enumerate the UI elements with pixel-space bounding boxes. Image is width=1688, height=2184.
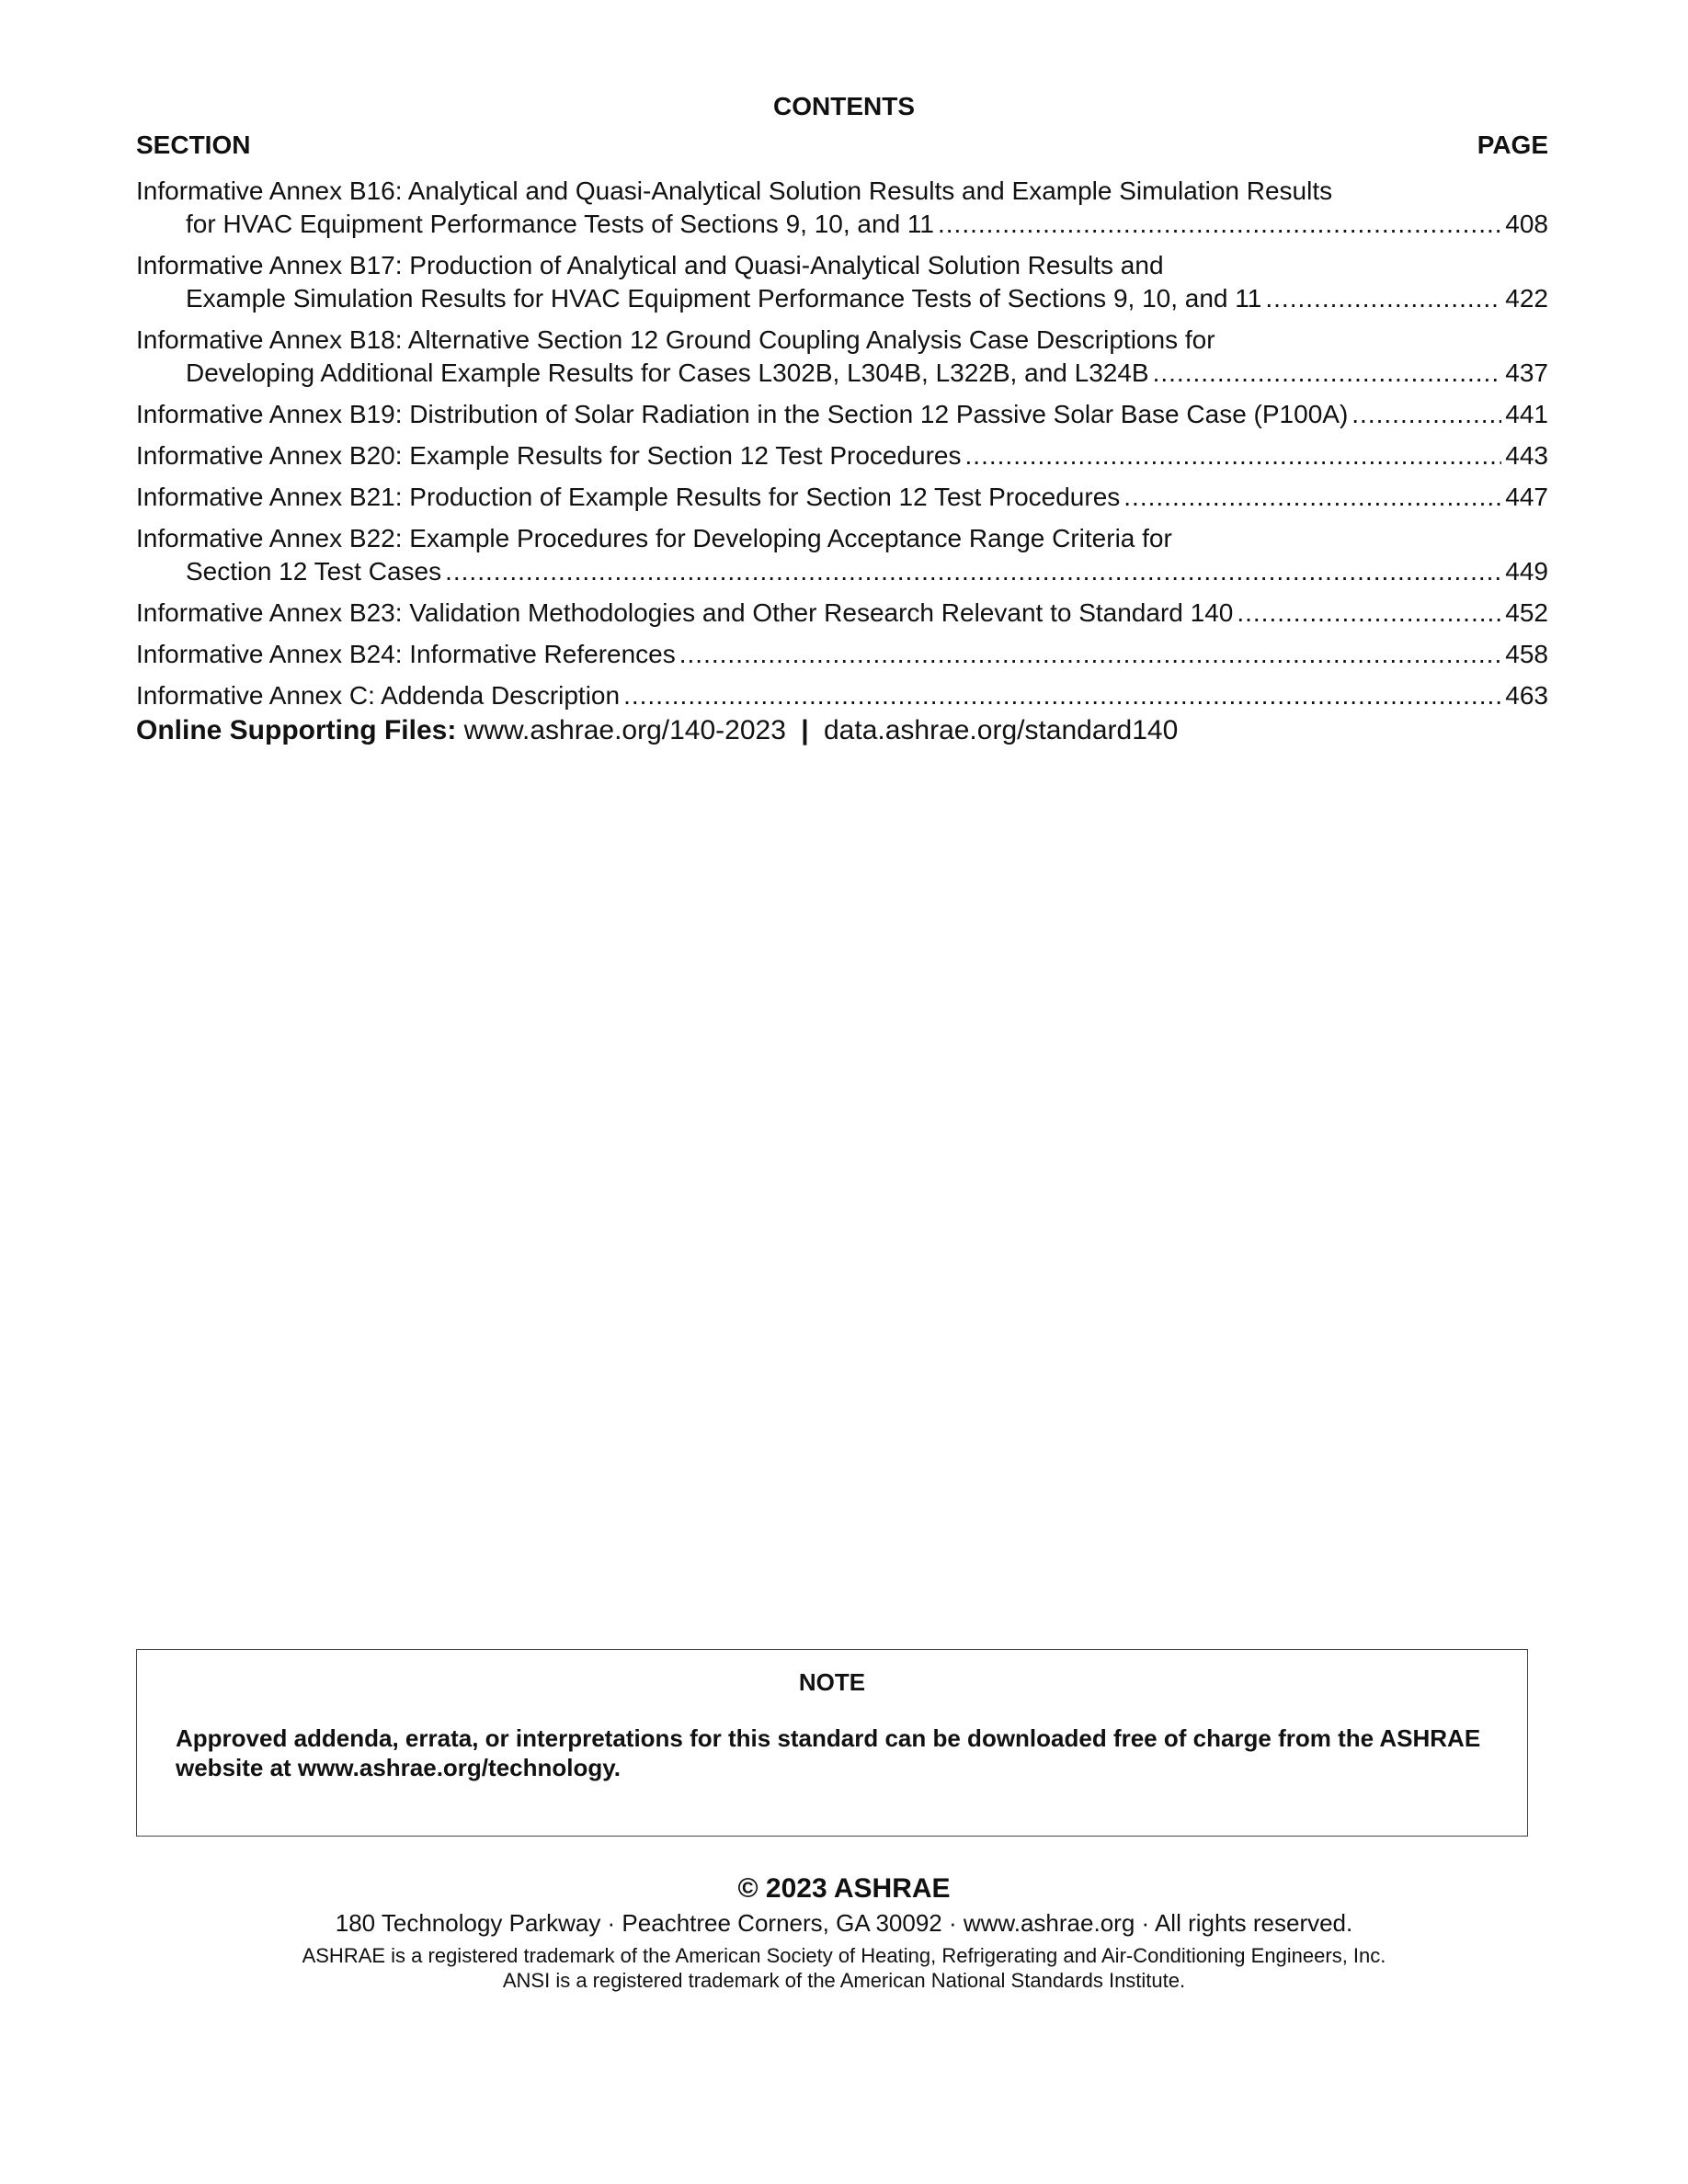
toc-entry-title: Informative Annex B16: Analytical and Quasi-Analytical Solution Results and Example Simulation Results: [136, 176, 1333, 205]
toc-entry-title-continued: Section 12 Test Cases: [186, 557, 442, 586]
toc-entry-b17[interactable]: [136, 249, 1548, 315]
dot-leader: [679, 638, 1502, 671]
copyright-line: © 2023 ASHRAE: [737, 1873, 951, 1904]
trademark-ansi: ANSI is a registered trademark of the American National Standards Institute.: [502, 1969, 1186, 1992]
dot-leader: [965, 439, 1502, 472]
toc-entry-b18[interactable]: [136, 324, 1548, 390]
toc-entry-b22[interactable]: [136, 522, 1548, 588]
dot-leader: [1123, 481, 1501, 514]
toc-page-number: 441: [1505, 400, 1548, 428]
toc-page-number: 447: [1505, 483, 1548, 511]
link-separator: |: [801, 715, 809, 745]
toc-page-number: 449: [1505, 557, 1548, 586]
toc-page-number: 437: [1505, 358, 1548, 387]
publisher-address: 180 Technology Parkway · Peachtree Corners, GA 30092 · www.ashrae.org · All rights reserved.: [335, 1909, 1353, 1937]
dot-leader: [1265, 282, 1501, 315]
dot-leader: [938, 208, 1501, 241]
note-title: NOTE: [798, 1668, 866, 1696]
toc-entry-title: Informative Annex B21: Production of Example Results for Section 12 Test Procedures: [136, 483, 1121, 511]
toc-entry-b23[interactable]: [136, 597, 1548, 630]
note-body: Approved addenda, errata, or interpretations for this standard can be downloaded free of charge from the ASHRAE website at www.ashrae.org/technology.: [176, 1724, 1481, 1781]
toc-entry-title-continued: Example Simulation Results for HVAC Equipment Performance Tests of Sections 9, 10, and 11: [186, 284, 1262, 313]
toc-entry-title-continued: Developing Additional Example Results for Cases L302B, L304B, L322B, and L324B: [186, 358, 1149, 387]
dot-leader: [1352, 398, 1501, 431]
trademark-ashrae: ASHRAE is a registered trademark of the American Society of Heating, Refrigerating and Air-Conditioning Engineers, Inc.: [302, 1944, 1386, 1967]
toc-page-number: 458: [1505, 640, 1548, 668]
toc-entry-b21[interactable]: [136, 481, 1548, 514]
toc-page-number: 452: [1505, 598, 1548, 627]
online-supporting-files: [136, 713, 1178, 748]
dot-leader: [445, 555, 1501, 588]
online-files-label: Online Supporting Files:: [136, 715, 457, 745]
toc-entry-b19[interactable]: [136, 398, 1548, 431]
toc-page-number: 422: [1505, 284, 1548, 313]
section-column-header: SECTION: [136, 131, 251, 159]
online-files-link-ashrae[interactable]: www.ashrae.org/140-2023: [463, 715, 786, 745]
dot-leader: [623, 679, 1501, 712]
table-of-contents: [136, 175, 1548, 721]
toc-entry-title: Informative Annex B24: Informative References: [136, 640, 676, 668]
online-files-link-data[interactable]: data.ashrae.org/standard140: [823, 715, 1179, 745]
page-column-header: PAGE: [1477, 131, 1548, 159]
dot-leader: [1237, 597, 1501, 630]
toc-entry-b20[interactable]: [136, 439, 1548, 472]
note-box: [136, 1649, 1528, 1837]
toc-entry-title: Informative Annex C: Addenda Description: [136, 681, 621, 710]
dot-leader: [1153, 357, 1502, 390]
toc-entry-b16[interactable]: [136, 175, 1548, 241]
toc-entry-title: Informative Annex B19: Distribution of Solar Radiation in the Section 12 Passive Solar Base Case (P100A): [136, 400, 1349, 428]
toc-page-number: 408: [1505, 210, 1548, 238]
contents-title: CONTENTS: [773, 92, 915, 120]
toc-entry-c[interactable]: [136, 679, 1548, 712]
toc-entry-title: Informative Annex B18: Alternative Section 12 Ground Coupling Analysis Case Descriptions for: [136, 325, 1215, 354]
toc-page-number: 443: [1505, 441, 1548, 470]
toc-entry-b24[interactable]: [136, 638, 1548, 671]
toc-entry-title-continued: for HVAC Equipment Performance Tests of Sections 9, 10, and 11: [186, 210, 934, 238]
toc-entry-title: Informative Annex B23: Validation Methodologies and Other Research Relevant to Standard 140: [136, 598, 1234, 627]
toc-entry-title: Informative Annex B17: Production of Analytical and Quasi-Analytical Solution Results and: [136, 251, 1164, 279]
toc-entry-title: Informative Annex B22: Example Procedures for Developing Acceptance Range Criteria for: [136, 524, 1172, 552]
toc-entry-title: Informative Annex B20: Example Results for Section 12 Test Procedures: [136, 441, 962, 470]
toc-page-number: 463: [1505, 681, 1548, 710]
